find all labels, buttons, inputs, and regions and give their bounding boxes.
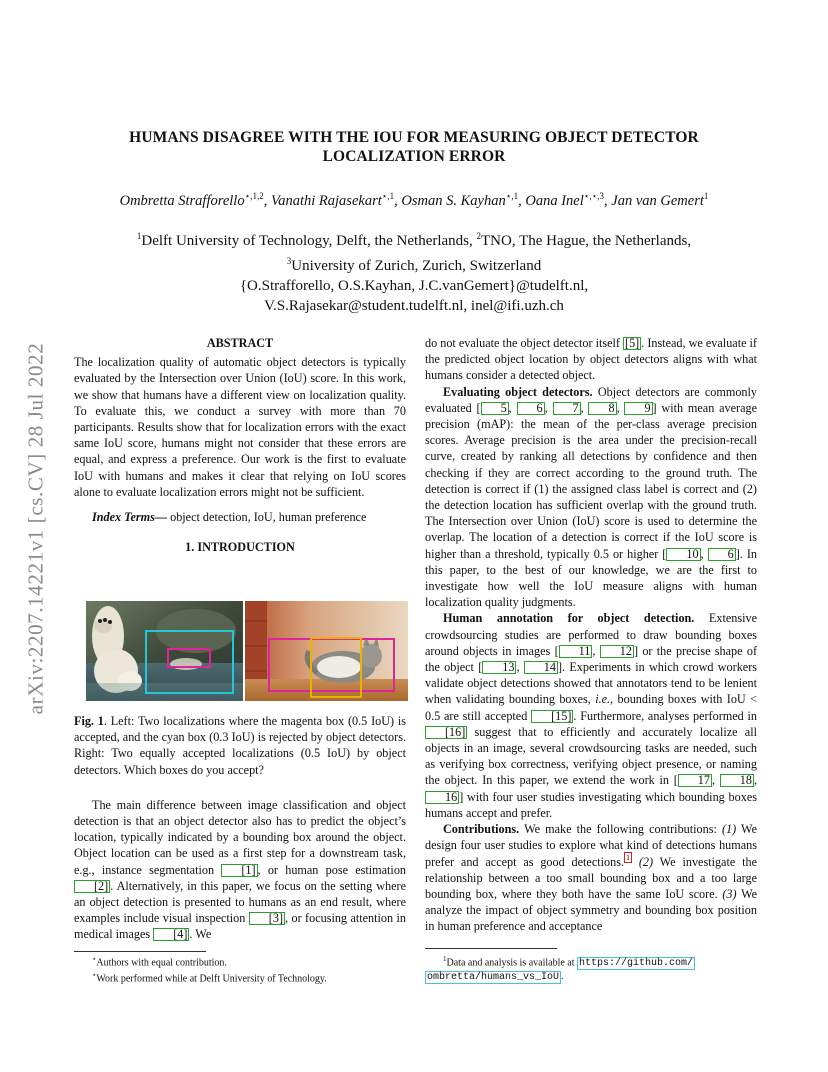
footnote-rule-right (425, 948, 557, 949)
citation-16[interactable]: [16] (425, 726, 467, 739)
intro-paragraph-1: The main difference between image classification and object detection is that an object detector also has to predict the object’s location, typically indicated by a bounding box around the object. Object location can be used as a first step for a downstream task, e.g., instance segmentation [1] , or human pose estimation [2] . Alternatively, in this paper, we focus on the setting where an object detection is presented to humans as an end result, where examples include visual inspection [3] , or focusing attention in medical images [4] . We (74, 797, 407, 942)
citation-11[interactable]: 11 (559, 645, 593, 658)
citation-1[interactable]: [1] (221, 864, 257, 877)
github-link-part-1[interactable]: https://github.com/ (579, 958, 694, 970)
title-line-1: HUMANS DISAGREE WITH THE IOU FOR MEASURING OBJECT DETECTOR (129, 129, 699, 146)
abstract-heading: ABSTRACT (206, 336, 274, 350)
footnote-data-availability: $^1$Data and analysis is available at https://github.com/ (443, 955, 694, 970)
footnote-equal-contribution: ⋆Authors with equal contribution. (92, 955, 227, 969)
citation-18[interactable]: 18 (720, 774, 754, 787)
citation-6b[interactable]: 6 (708, 548, 736, 561)
abstract-text: The localization quality of automatic object detectors is typically evaluated by the Intersection over Union (IoU) score. In this work, we show that humans have a different view on localization quality. To evaluate this, we conduct a survey with more than 70 participants. Results show that for localization errors with the exact same IoU score, humans might not consider that these errors are equal, and express a preference. Our work is the first to evaluate IoU with humans and makes it clear that relying on IoU scores alone to evaluate localization errors might not be sufficient. (74, 355, 406, 499)
github-link-part-2[interactable]: ombretta/humans_vs_IoU (427, 972, 560, 984)
index-terms (74, 509, 406, 525)
footnote-work-performed: ⋆Work performed while at Delft University of Technology. (92, 971, 327, 985)
citation-8[interactable]: 8 (588, 402, 616, 415)
citation-13[interactable]: 13 (482, 661, 516, 674)
footnotes-left (74, 953, 406, 986)
citation-10[interactable]: 10 (666, 548, 700, 561)
cat-photo (245, 601, 408, 701)
citation-2[interactable]: [2] (74, 880, 110, 893)
polar-bear-photo (86, 601, 243, 701)
footnote-1-marker[interactable]: 1 (626, 853, 630, 863)
citation-5[interactable]: [5] (625, 336, 640, 350)
email-line-2: V.S.Rajasekar@student.tudelft.nl, inel@ifi.uzh.ch (264, 298, 564, 314)
affiliation-line-2: $^3$University of Zurich, Zurich, Switzerland (286, 256, 542, 274)
arxiv-identifier[interactable]: arXiv:2207.14221v1 [cs.CV] 28 Jul 2022 (23, 342, 48, 715)
citation-12[interactable]: 12 (600, 645, 634, 658)
title-line-2: LOCALIZATION ERROR (322, 148, 506, 165)
author-2: Vanathi Rajasekart$^{⋆,1}$, (270, 191, 402, 209)
paper-title (80, 128, 748, 166)
introduction-heading: 1. INTRODUCTION (185, 540, 295, 555)
citation-16b[interactable]: 16 (425, 791, 459, 804)
citation-7[interactable]: 7 (553, 402, 581, 415)
left-column-lower (74, 713, 406, 943)
paragraph-evaluating-detectors: Evaluating object detectors. Object detectors are commonly evaluated [ 5 , 6 , 7 , 8 , 9 ] with mean average precision (mAP): the mean of the per-class average precision scores. Average precision is the area under the precision-recall curve, created by ranking all detections by confidence and then checking if they are correct according to the ground truth. The detection is correct if (1) the assigned class label is correct and (2) the detection location has sufficient overlap with the ground truth. The Intersection over Union (IoU) score is used to determine the overlap. The location of a detection is correct if the IoU score is higher than a threshold, typically 0.5 or higher [ 10 , 6 ]. In this paper, to the best of our knowledge, we are the first to investigate how well the IoU measure aligns with human localization quality judgments. (425, 384, 758, 610)
citation-14[interactable]: 14 (524, 661, 558, 674)
left-column (74, 335, 406, 555)
citation-17[interactable]: 17 (678, 774, 712, 787)
author-3: Osman S. Kayhan$^{⋆,1}$, (401, 191, 526, 209)
index-terms-label: Index Terms— (92, 510, 168, 525)
author-list (60, 186, 768, 211)
citation-6[interactable]: 6 (517, 402, 545, 415)
figure-1-caption: Fig. 1. Left: Two localizations where the magenta box (0.5 IoU) is accepted, and the cyan box (0.3 IoU) is rejected by object detectors. Right: Two equally accepted localizations (0.5 IoU) by object detectors. Which boxes do you accept? (74, 714, 406, 777)
author-5: Jan van Gemert$^1$ (611, 191, 709, 209)
email-line-1: {O.Strafforello, O.S.Kayhan, J.C.vanGemert}@tudelft.nl, (239, 278, 589, 294)
right-column (425, 335, 757, 935)
paragraph-human-annotation: Human annotation for object detection. Extensive crowdsourcing studies are performed to draw bounding boxes around objects in images [ 11 , 12 ] or the precise shape of the object [ 13 , 14 ]. Experiments in which crowd workers validate object detections showed that annotators tend to be lenient when validating bounding boxes, i.e., bounding boxes with IoU < 0.5 are still accepted [15] . Furthermore, analyses performed in [16] suggest that to efficiently and accurately localize all objects in an image, several crowdsourcing tasks are needed, such as verifying box correctness, verifying object presence, or naming the object. In this paper, we extend the work in [ 17 , 18 , 16 ] with four user studies investigating which bounding boxes humans accept and prefer. (425, 611, 758, 820)
figure-1-image (86, 601, 408, 701)
author-4: Oana Inel$^{⋆,⋆,3}$, (525, 191, 612, 209)
footnote-rule-left (74, 951, 206, 952)
footnote-link-line: ombretta/humans_vs_IoU . (427, 971, 564, 984)
citation-4[interactable]: [4] (153, 928, 189, 941)
right-paragraph-0: do not evaluate the object detector itself [5] . Instead, we evaluate if the predicted object location by object detectors aligns with what humans consider a detected object. (425, 336, 757, 383)
paragraph-contributions: Contributions. We make the following contributions: (1) We design four user studies to explore what kind of detections humans prefer and accept as good detections. $^1$ (2) We investigate the relationship between a too small bounding box and a too large bounding box, where they both have the same IoU score. (3) We analyze the impact of object symmetry and bounding box position in human preference and acceptance (425, 822, 758, 934)
citation-3[interactable]: [3] (249, 912, 285, 925)
affiliation-line-1: $^1$Delft University of Technology, Delft, the Netherlands, $^2$TNO, The Hague, the Netherlands, (136, 231, 692, 249)
citation-9[interactable]: 9 (624, 402, 652, 415)
citation-5b[interactable]: 5 (481, 402, 509, 415)
affiliations (90, 226, 738, 316)
author-1: Ombretta Strafforello$^{⋆,1,2}$, (119, 191, 271, 209)
figure-1 (86, 601, 408, 701)
citation-15[interactable]: [15] (531, 710, 573, 723)
footnote-right (425, 953, 757, 984)
index-terms-text: object detection, IoU, human preference (170, 510, 367, 525)
